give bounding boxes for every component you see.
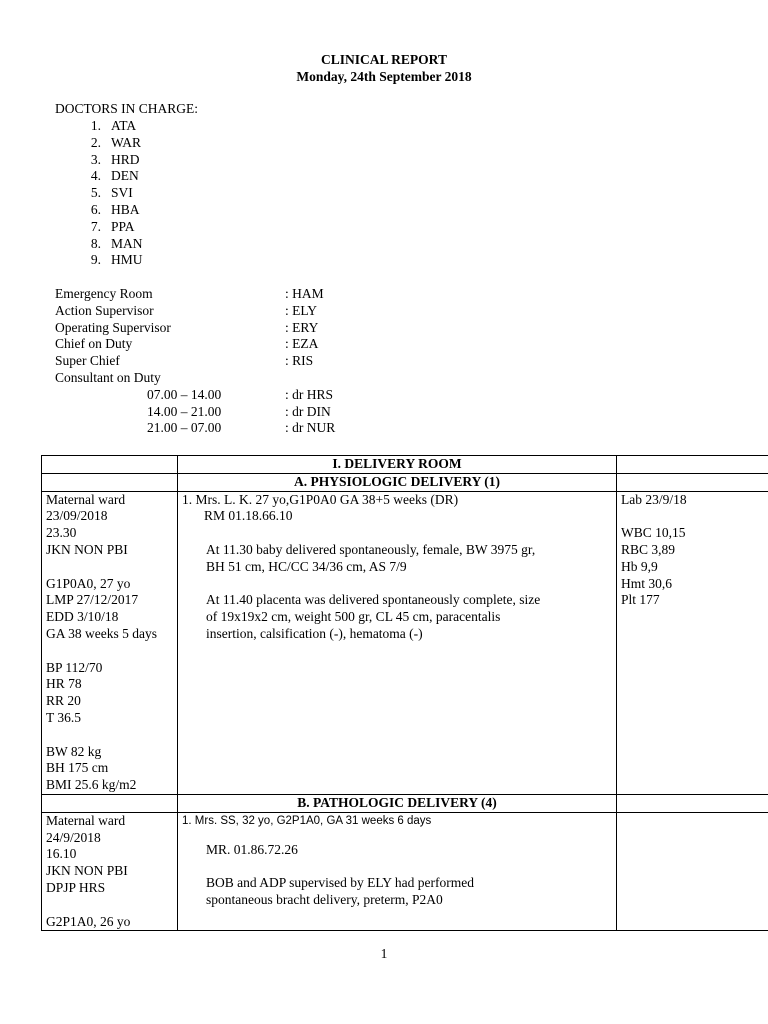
patient-detail-line: HR 78 [46, 676, 82, 692]
staff-label: Operating Supervisor [55, 319, 171, 335]
doctor-name: HBA [111, 201, 140, 217]
lab-result-line: Plt 177 [621, 592, 660, 608]
lab-result-line: Hmt 30,6 [621, 575, 673, 591]
doctor-name: MAN [111, 235, 143, 251]
patient2-heading: 1. Mrs. SS, 32 yo, G2P1A0, GA 31 weeks 6 days [182, 814, 432, 827]
table-row [42, 473, 768, 491]
patient-detail-line: JKN NON PBI [46, 541, 128, 557]
placenta-note: insertion, calsification (-), hematoma (-) [206, 625, 423, 641]
patient-detail-line: GA 38 weeks 5 days [46, 625, 157, 641]
doctors-heading: DOCTORS IN CHARGE: [55, 101, 199, 116]
doctor-number: 2. [90, 134, 101, 150]
delivery-room-table [41, 455, 768, 931]
patient-detail-line: BMI 25.6 kg/m2 [46, 777, 137, 793]
patient-detail-line: DPJP HRS [46, 879, 106, 895]
table-row [42, 794, 768, 812]
patient-detail-line: Maternal ward [46, 812, 126, 828]
patient-detail-line [46, 897, 173, 914]
patient-detail-line [46, 727, 173, 744]
section-title: I. DELIVERY ROOM [178, 456, 617, 474]
patient-detail-line: G1P0A0, 27 yo [46, 575, 131, 591]
lab-result-line: Hb 9,9 [621, 558, 658, 574]
doctor-list-item [77, 202, 143, 219]
doctor-name: HMU [111, 252, 143, 268]
doctor-list-item [77, 219, 143, 236]
doctor-number: 6. [90, 201, 101, 217]
doctor-list-item [77, 135, 143, 152]
doctor-list-item [77, 185, 143, 202]
lab-result-line: Lab 23/9/18 [621, 491, 687, 507]
doctor-number: 1. [90, 118, 101, 133]
patient-detail-line: T 36.5 [46, 709, 82, 725]
doctor-name: WAR [111, 134, 141, 150]
report-date: Monday, 24th September 2018 [296, 69, 472, 84]
doctor-name: DEN [111, 168, 139, 184]
staff-value: : ELY [285, 302, 318, 318]
patient2-mr: MR. 01.86.72.26 [206, 841, 298, 857]
physiologic-title: A. PHYSIOLOGIC DELIVERY (1) [178, 473, 617, 491]
staff-label: Emergency Room [55, 286, 153, 301]
lab-result-line: WBC 10,15 [621, 525, 686, 541]
staff-info [55, 286, 336, 437]
report-title: CLINICAL REPORT [321, 52, 447, 67]
staff-label: Super Chief [55, 353, 120, 369]
patient2-note: BOB and ADP supervised by ELY had performed [206, 875, 474, 891]
doctor-name: PPA [111, 218, 135, 234]
staff-label: Action Supervisor [55, 302, 154, 318]
patient-detail-line: 23/09/2018 [46, 508, 108, 524]
delivery-note: BH 51 cm, HC/CC 34/36 cm, AS 7/9 [206, 558, 407, 574]
pathologic-title: B. PATHOLOGIC DELIVERY (4) [178, 794, 617, 812]
shift-doctor: : dr HRS [285, 386, 334, 402]
lab-result-line [621, 508, 764, 525]
doctor-list-item [77, 236, 143, 253]
table-row [42, 456, 768, 474]
doctor-name: HRD [111, 151, 140, 167]
staff-value: : EZA [285, 336, 319, 352]
patient-detail-line: 16.10 [46, 846, 77, 862]
staff-value: : ERY [285, 319, 319, 335]
patient-detail-line: RR 20 [46, 693, 81, 709]
patient-detail-line: 24/9/2018 [46, 829, 101, 845]
doctor-list-item [77, 152, 143, 169]
patient-detail-line: 23.30 [46, 525, 77, 541]
page-number: 1 [380, 946, 388, 961]
placenta-note: At 11.40 placenta was delivered spontaneously complete, size [206, 592, 541, 608]
patient-detail-line: BP 112/70 [46, 659, 103, 675]
table-row [42, 812, 768, 931]
doctor-number: 5. [90, 185, 101, 201]
shift-time: 21.00 – 07.00 [147, 420, 222, 436]
doctor-number: 3. [90, 151, 101, 167]
patient-detail-line: BW 82 kg [46, 743, 102, 759]
staff-label: Chief on Duty [55, 336, 133, 352]
patient2-details [42, 812, 178, 931]
patient-detail-line [46, 559, 173, 576]
shift-time: 14.00 – 21.00 [147, 403, 222, 419]
doctor-list-item [77, 252, 143, 269]
patient2-notes [178, 812, 617, 931]
doctor-name: SVI [111, 185, 133, 201]
patient1-notes [178, 491, 617, 794]
shift-doctor: : dr NUR [285, 420, 336, 436]
shift-doctor: : dr DIN [285, 403, 331, 419]
patient-detail-line: Maternal ward [46, 491, 126, 507]
patient-detail-line: JKN NON PBI [46, 863, 128, 879]
patient1-lab [617, 491, 768, 794]
patient-detail-line [46, 643, 173, 660]
doctor-name: ATA [111, 118, 137, 133]
doctors-list [77, 118, 143, 269]
lab-result-line: RBC 3,89 [621, 541, 676, 557]
patient-detail-line: EDD 3/10/18 [46, 609, 119, 625]
doctor-number: 4. [90, 168, 101, 184]
doctor-number: 7. [90, 218, 101, 234]
patient1-details [42, 491, 178, 794]
patient1-heading: 1. Mrs. L. K. 27 yo,G1P0A0 GA 38+5 weeks (DR) [182, 491, 459, 507]
staff-value: : RIS [285, 353, 314, 369]
shift-time: 07.00 – 14.00 [147, 386, 222, 402]
staff-value: : HAM [285, 286, 324, 301]
doctor-list-item [77, 118, 143, 135]
table-row [42, 491, 768, 794]
patient-detail-line: BH 175 cm [46, 760, 109, 776]
patient-detail-line: LMP 27/12/2017 [46, 592, 139, 608]
patient-detail-line: G2P1A0, 26 yo [46, 913, 131, 929]
patient2-note: spontaneous bracht delivery, preterm, P2A0 [206, 891, 443, 907]
doctor-list-item [77, 168, 143, 185]
staff-label: Consultant on Duty [55, 369, 161, 385]
doctor-number: 9. [90, 252, 101, 268]
patient1-rm: RM 01.18.66.10 [204, 508, 293, 524]
delivery-note: At 11.30 baby delivered spontaneously, female, BW 3975 gr, [206, 541, 536, 557]
placenta-note: of 19x19x2 cm, weight 500 gr, CL 45 cm, paracentalis [206, 609, 501, 625]
doctor-number: 8. [90, 235, 101, 251]
